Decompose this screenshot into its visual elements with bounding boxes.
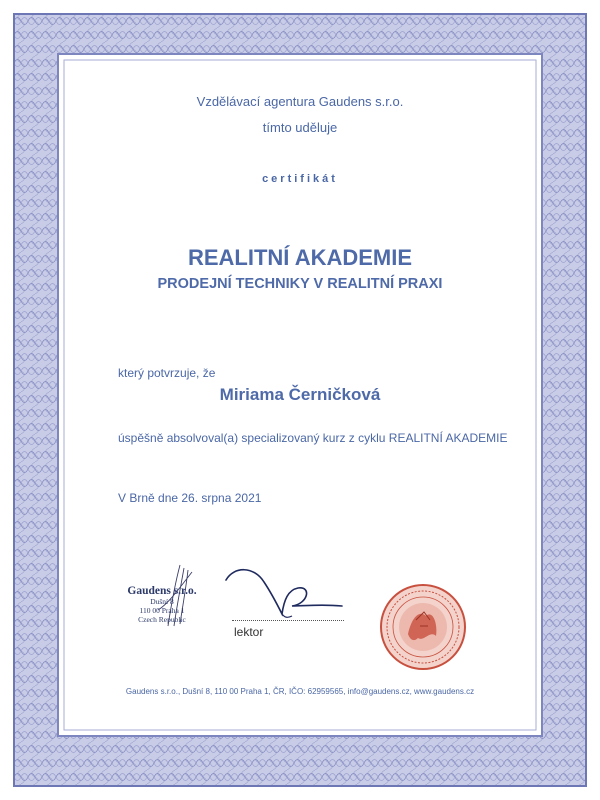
stamp-brand: Gaudens s.r.o. — [127, 585, 197, 597]
certificate-title: REALITNÍ AKADEMIE — [187, 245, 413, 270]
certificate-subtitle: PRODEJNÍ TECHNIKY V REALITNÍ PRAXI — [157, 276, 443, 292]
certificate-label: certifikát — [262, 173, 338, 185]
grants-text: tímto uděluje — [262, 120, 338, 135]
completion-text: úspěšně absolvoval(a) specializovaný kurz z cyklu REALITNÍ AKADEMIE — [118, 431, 508, 445]
recipient-name: Miriama Černičková — [219, 385, 381, 404]
stamp-street: Dušní 8 — [150, 597, 174, 606]
footer-contact: Gaudens s.r.o., Dušní 8, 110 00 Praha 1, ČR, IČO: 62959565, info@gaudens.cz, www.gaudens.cz — [125, 687, 475, 696]
signature-line — [232, 620, 344, 621]
agency-name: Vzdělávací agentura Gaudens s.r.o. — [196, 94, 404, 109]
confirms-text: který potvrzuje, že — [118, 366, 216, 380]
seal-icon — [378, 582, 468, 672]
signature-label: lektor — [234, 625, 264, 639]
stamp-country: Czech Republic — [138, 615, 186, 624]
lecturer-signature — [222, 560, 352, 622]
stamp-city: 110 00 Praha 1 — [139, 606, 185, 615]
place-date: V Brně dne 26. srpna 2021 — [118, 491, 262, 505]
stamp-handwritten-signature — [150, 560, 210, 630]
